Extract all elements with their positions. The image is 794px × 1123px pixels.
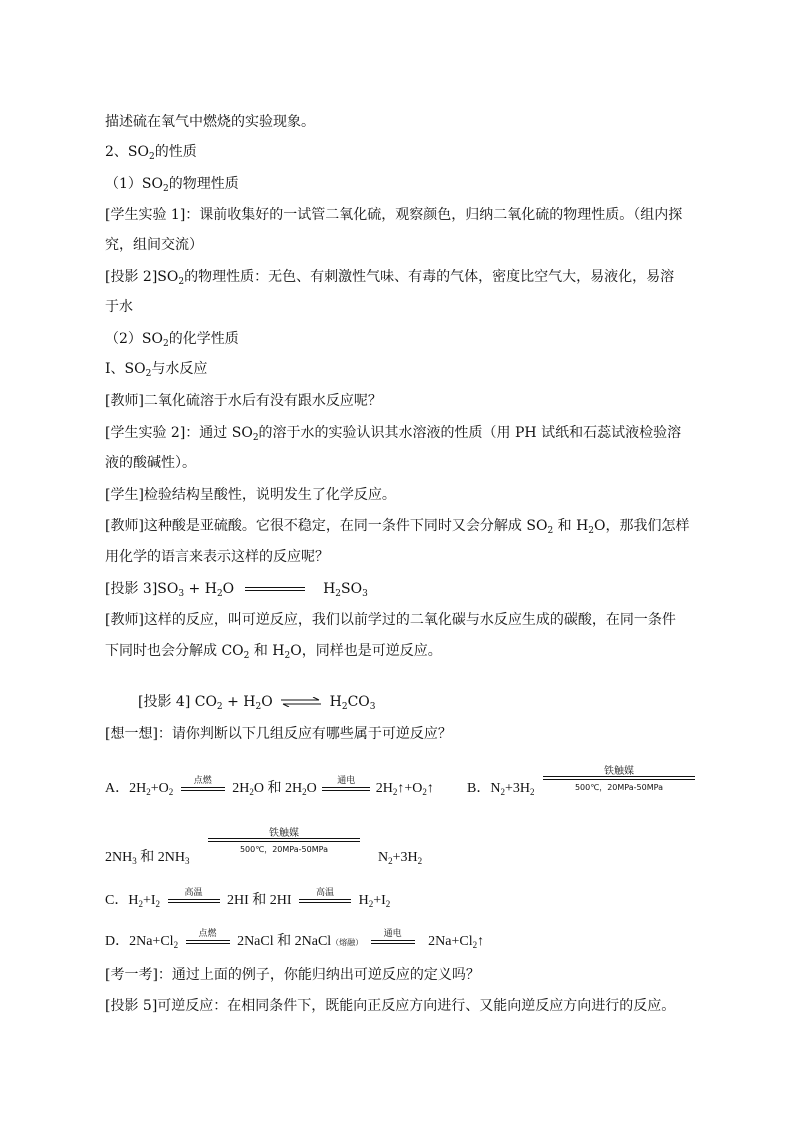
reaction-d: D．$2Na+Cl_2$ 点燃 2NaCl 和 2NaCl（熔融） 通电 $2Na+Cl_2↑$ <box>105 927 485 950</box>
teacher-statement-2: [教师]这种酸是亚硫酸。它很不稳定，在同一条件下同时又会分解成 $SO_2$ 和 $H_2O$，那我们怎样 <box>105 518 690 536</box>
condition-bar-b2: 铁触媒 500℃，20MPa-50MPa <box>208 838 360 842</box>
teacher-statement-2-cont: 用化学的语言来表示这样的反应呢？ <box>105 549 329 565</box>
reaction-b2-products: $N_2+3H_2$ <box>378 850 423 866</box>
projection-5-definition: [投影 5]可逆反应：在相同条件下，既能向正反应方向进行、又能向逆反应方向进行的反应。 <box>105 998 676 1014</box>
heading-chemical-properties: $(2)SO_2$的化学性质 <box>105 331 239 349</box>
equals-sign <box>245 587 305 591</box>
condition-bar: 高温 <box>299 899 351 903</box>
projection-4-equation: [投影 4] $CO_2 + H_2O$ $H_2CO_3$ <box>138 694 376 712</box>
reaction-b-reverse: $2NH_3$ 和 $2NH_3$ <box>105 850 190 866</box>
student-answer: [学生]检验结构呈酸性，说明发生了化学反应。 <box>105 487 396 503</box>
heading-so2-properties: 2、$SO_2$的性质 <box>105 144 197 162</box>
heading-reaction-with-water: I、$SO_2$与水反应 <box>105 361 208 379</box>
condition-bar: 高温 <box>168 899 220 903</box>
condition-bar: 点燃 <box>186 940 230 944</box>
student-experiment-1: [学生实验 1]：课前收集好的一试管二氧化硫，观察颜色，归纳二氧化硫的物理性质。（组内探 <box>105 207 683 223</box>
reaction-b: B．$N_2+3H_2$ <box>467 781 535 797</box>
condition-bar-b: 铁触媒 500℃，20MPa-50MPa <box>543 776 695 780</box>
paragraph-sulfur-burning: 描述硫在氧气中燃烧的实验现象。 <box>105 114 315 130</box>
student-experiment-2-cont: 液的酸碱性）。 <box>105 455 196 471</box>
condition-bar: 通电 <box>371 940 415 944</box>
reaction-a: A．$2H_2+O_2$ 点燃 $2H_2O$ 和 $2H_2O$ 通电 $2H_2↑+O_2↑$ <box>105 774 434 797</box>
projection-2: [投影 $2]SO_2$的物理性质：无色、有刺激性气味、有毒的气体，密度比空气大，易液化，易溶 <box>105 269 675 287</box>
think-prompt: [想一想]：请你判断以下几组反应有哪些属于可逆反应？ <box>105 726 452 742</box>
teacher-statement-3: [教师]这样的反应，叫可逆反应，我们以前学过的二氧化碳与水反应生成的碳酸，在同一条件 <box>105 612 676 628</box>
teacher-statement-3-cont: 下同时也会分解成 $CO_2$ 和 $H_2O$，同样也是可逆反应。 <box>105 643 442 661</box>
condition-bar: 点燃 <box>181 787 225 791</box>
heading-physical-properties: $(1)SO_2$的物理性质 <box>105 176 239 194</box>
reversible-arrow-icon <box>281 697 321 707</box>
examine-prompt: [考一考]：通过上面的例子，你能归纳出可逆反应的定义吗？ <box>105 967 480 983</box>
student-experiment-2: [学生实验 2]：通过 $SO_2$的溶于水的实验认识其水溶液的性质（用 PH 试纸和石蕊试液检验溶 <box>105 425 682 443</box>
condition-bar: 通电 <box>322 787 370 791</box>
teacher-question-1: [教师]二氧化硫溶于水后有没有跟水反应呢？ <box>105 393 382 409</box>
projection-3-equation: [投影 $3]SO_3 + H_2O$ $H_2SO_3$ <box>105 581 368 599</box>
projection-2-cont: 于水 <box>105 299 133 315</box>
reaction-c: C．$H_2+I_2$ 高温 2HI 和 2HI 高温 $H_2+I_2$ <box>105 886 391 909</box>
student-experiment-1-cont: 究，组间交流） <box>105 237 203 253</box>
